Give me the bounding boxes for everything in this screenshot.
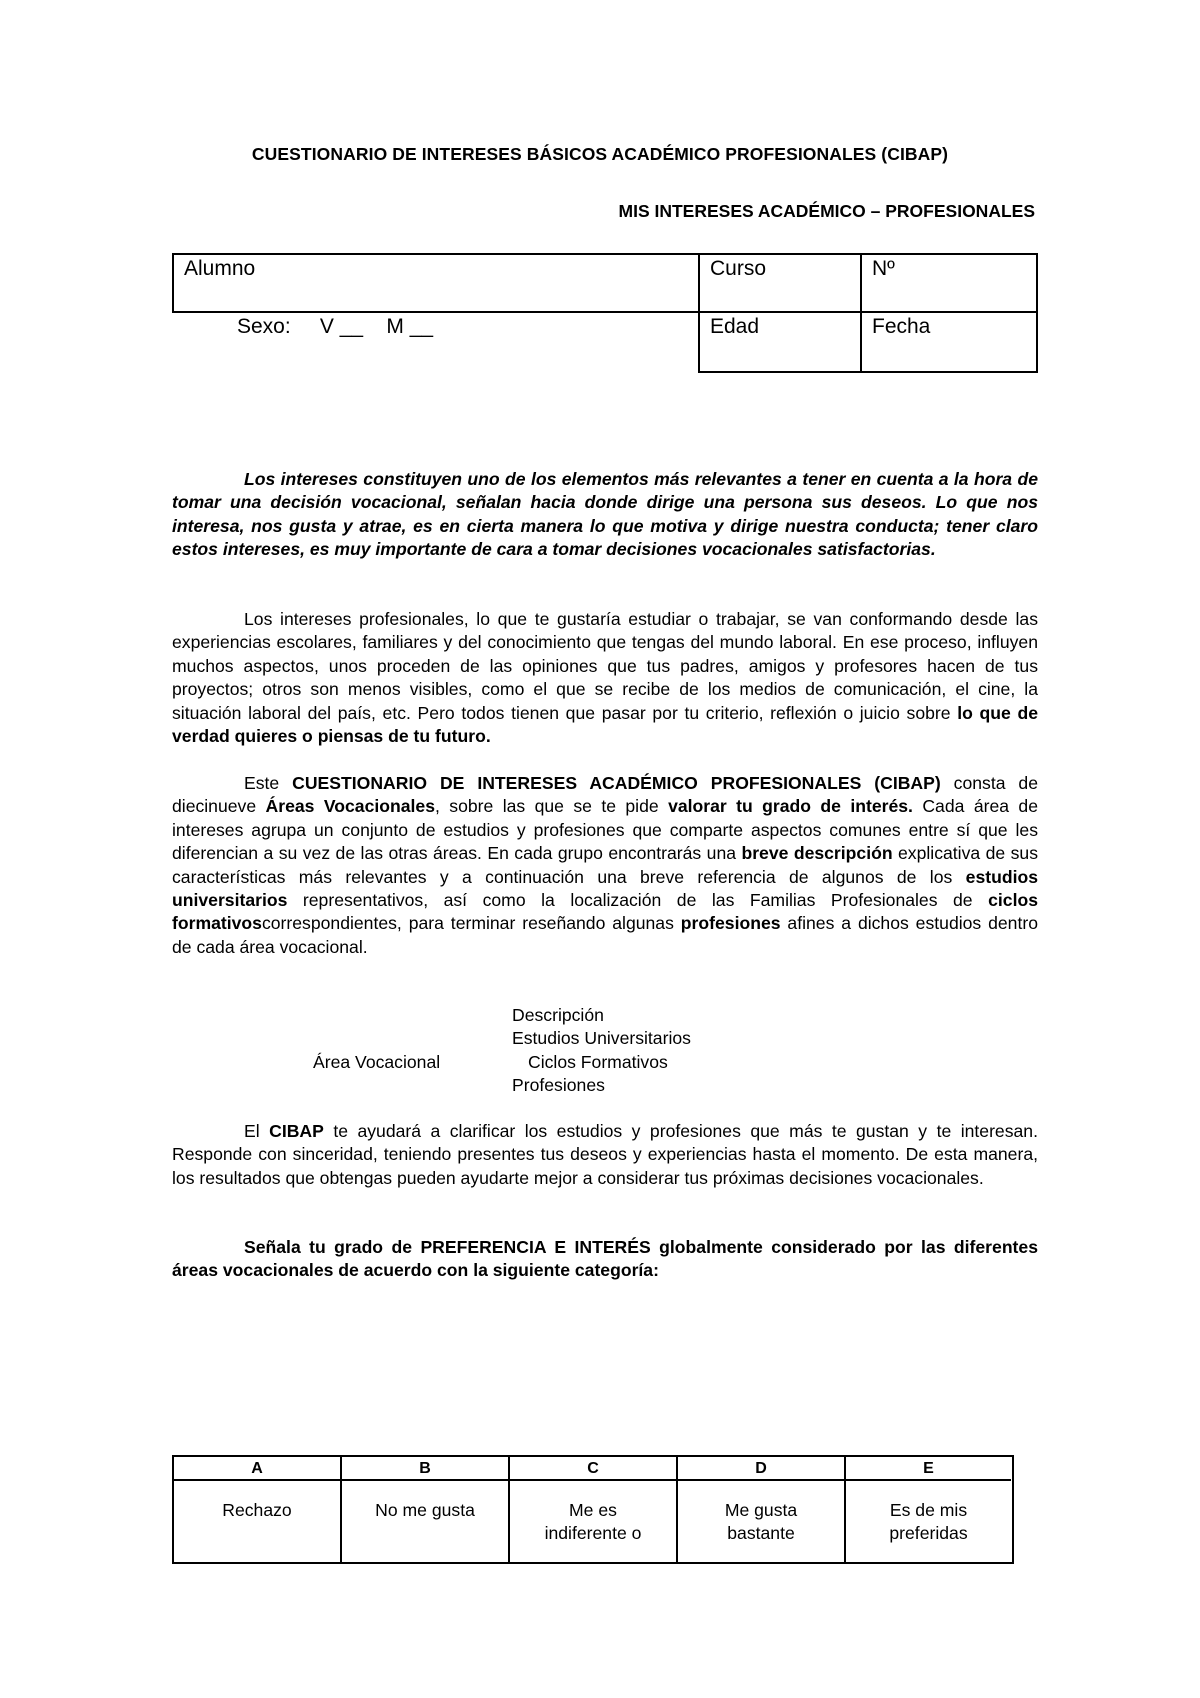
sexo-field[interactable] bbox=[172, 311, 700, 371]
text-span: explicativa de sus características más relevantes y a continuación una breve referencia de algunos de los bbox=[172, 843, 1038, 887]
bold-span: profesiones bbox=[680, 913, 781, 934]
fecha-field[interactable] bbox=[860, 311, 1038, 373]
numero-label: Nº bbox=[872, 257, 895, 280]
numero-field[interactable] bbox=[860, 253, 1038, 313]
bold-span: valorar tu grado de interés. bbox=[668, 796, 913, 817]
document-subtitle: MIS INTERESES ACADÉMICO – PROFESIONALES bbox=[618, 201, 1035, 221]
grade-label: Rechazo bbox=[222, 1500, 292, 1520]
area-item: Estudios Universitarios bbox=[512, 1028, 691, 1048]
bold-span: breve descripción bbox=[741, 843, 893, 864]
grade-label: Es de mis preferidas bbox=[889, 1500, 968, 1544]
curso-label: Curso bbox=[710, 257, 767, 280]
text-span: representativos, así como la localización de las Familias Profesionales de bbox=[287, 890, 989, 911]
interests-bold: lo que de verdad quieres o piensas de tu futuro. bbox=[172, 702, 1038, 747]
student-info-form bbox=[172, 253, 1038, 373]
text-span: consta de diecinueve bbox=[172, 773, 1038, 817]
text-span: te ayudará a clarificar los estudios y profesiones que más te gustan y te interesan. Responde con sinceridad, teniendo presentes tus deseos y experiencias hasta el momento. De esta manera, los resultados que obtengas pueden ayudarte mejor a considerar tus próximas decisiones vocacionales. bbox=[172, 1121, 1038, 1188]
intro-text: Los intereses constituyen uno de los elementos más relevantes a tener en cuenta a la hora de tomar una decisión vocacional, señalan hacia donde dirige una persona sus deseos. Lo que nos interesa, nos gusta y atrae, es en cierta manera lo que motiva y dirige nuestra conducta; tener claro estos intereses, es muy importante de cara a tomar decisiones vocacionales satisfactorias. bbox=[172, 469, 1038, 560]
text-span: Cada área de intereses agrupa un conjunto de estudios y profesiones que comparte aspectos comunes entre sí que les diferencian a su vez de las otras áreas. En cada grupo encontrarás una bbox=[172, 796, 1038, 864]
intro-paragraph bbox=[172, 468, 1038, 562]
grade-label: No me gusta bbox=[375, 1500, 475, 1520]
cibap-description-paragraph bbox=[172, 772, 1038, 959]
interests-paragraph bbox=[172, 608, 1038, 748]
grade-letter: A bbox=[174, 1457, 340, 1481]
edad-label: Edad bbox=[710, 315, 760, 338]
grade-letter: D bbox=[678, 1457, 844, 1481]
alumno-field[interactable] bbox=[172, 253, 700, 313]
grade-column-a[interactable] bbox=[174, 1457, 342, 1562]
grade-column-b[interactable] bbox=[342, 1457, 510, 1562]
area-item: Ciclos Formativos bbox=[528, 1052, 668, 1072]
text-span: correspondientes, para terminar reseñando algunas bbox=[261, 913, 681, 934]
grade-letter: E bbox=[846, 1457, 1011, 1481]
grade-column-e[interactable] bbox=[846, 1457, 1011, 1562]
grade-letter: B bbox=[342, 1457, 508, 1481]
fecha-label: Fecha bbox=[872, 315, 931, 338]
interests-text: Los intereses profesionales, lo que te gustaría estudiar o trabajar, se van conformando desde las experiencias escolares, familiares y del conocimiento que tengas del mundo laboral. En ese proceso, influyen muchos aspectos, unos proceden de las opiniones que tus padres, amigos y profesores hacen de tus proyectos; otros son menos visibles, como el que se recibe de los medios de comunicación, el cine, la situación laboral del país, etc. Pero todos tienen que pasar por tu criterio, reflexión o juicio sobre bbox=[172, 609, 1038, 723]
curso-field[interactable] bbox=[698, 253, 862, 313]
bold-span: Áreas Vocacionales bbox=[265, 796, 435, 817]
grade-label: Me gusta bastante bbox=[724, 1500, 798, 1544]
area-item: Profesiones bbox=[512, 1075, 605, 1095]
grade-column-c[interactable] bbox=[510, 1457, 678, 1562]
instruction-text: Señala tu grado de PREFERENCIA E INTERÉS globalmente considerado por las diferentes áreas vocacionales de acuerdo con la siguiente categoría: bbox=[172, 1237, 1038, 1281]
bold-span: CIBAP bbox=[269, 1121, 324, 1141]
grade-scale-table bbox=[172, 1455, 1014, 1564]
instruction-paragraph bbox=[172, 1236, 1038, 1283]
area-vocacional-label: Área Vocacional bbox=[313, 1052, 441, 1072]
alumno-label: Alumno bbox=[184, 257, 256, 280]
text-span: , sobre las que se te pide bbox=[435, 796, 669, 817]
document-title: CUESTIONARIO DE INTERESES BÁSICOS ACADÉMICO PROFESIONALES (CIBAP) bbox=[251, 144, 949, 164]
bold-span: estudios universitarios bbox=[172, 866, 1038, 911]
area-item: Descripción bbox=[512, 1005, 604, 1025]
grade-letter: C bbox=[510, 1457, 676, 1481]
grade-column-d[interactable] bbox=[678, 1457, 846, 1562]
text-span: afines a dichos estudios dentro de cada área vocacional. bbox=[172, 913, 1038, 957]
edad-field[interactable] bbox=[698, 311, 862, 373]
bold-span: ciclos formativos bbox=[172, 890, 1038, 934]
bold-span: CUESTIONARIO DE INTERESES ACADÉMICO PROFESIONALES (CIBAP) bbox=[292, 773, 941, 793]
text-span: El bbox=[244, 1121, 270, 1141]
text-span: Este bbox=[244, 773, 293, 793]
sexo-label: Sexo: V __ M __ bbox=[237, 315, 434, 338]
grade-label: Me es indiferente o bbox=[544, 1500, 642, 1544]
help-paragraph bbox=[172, 1120, 1038, 1190]
